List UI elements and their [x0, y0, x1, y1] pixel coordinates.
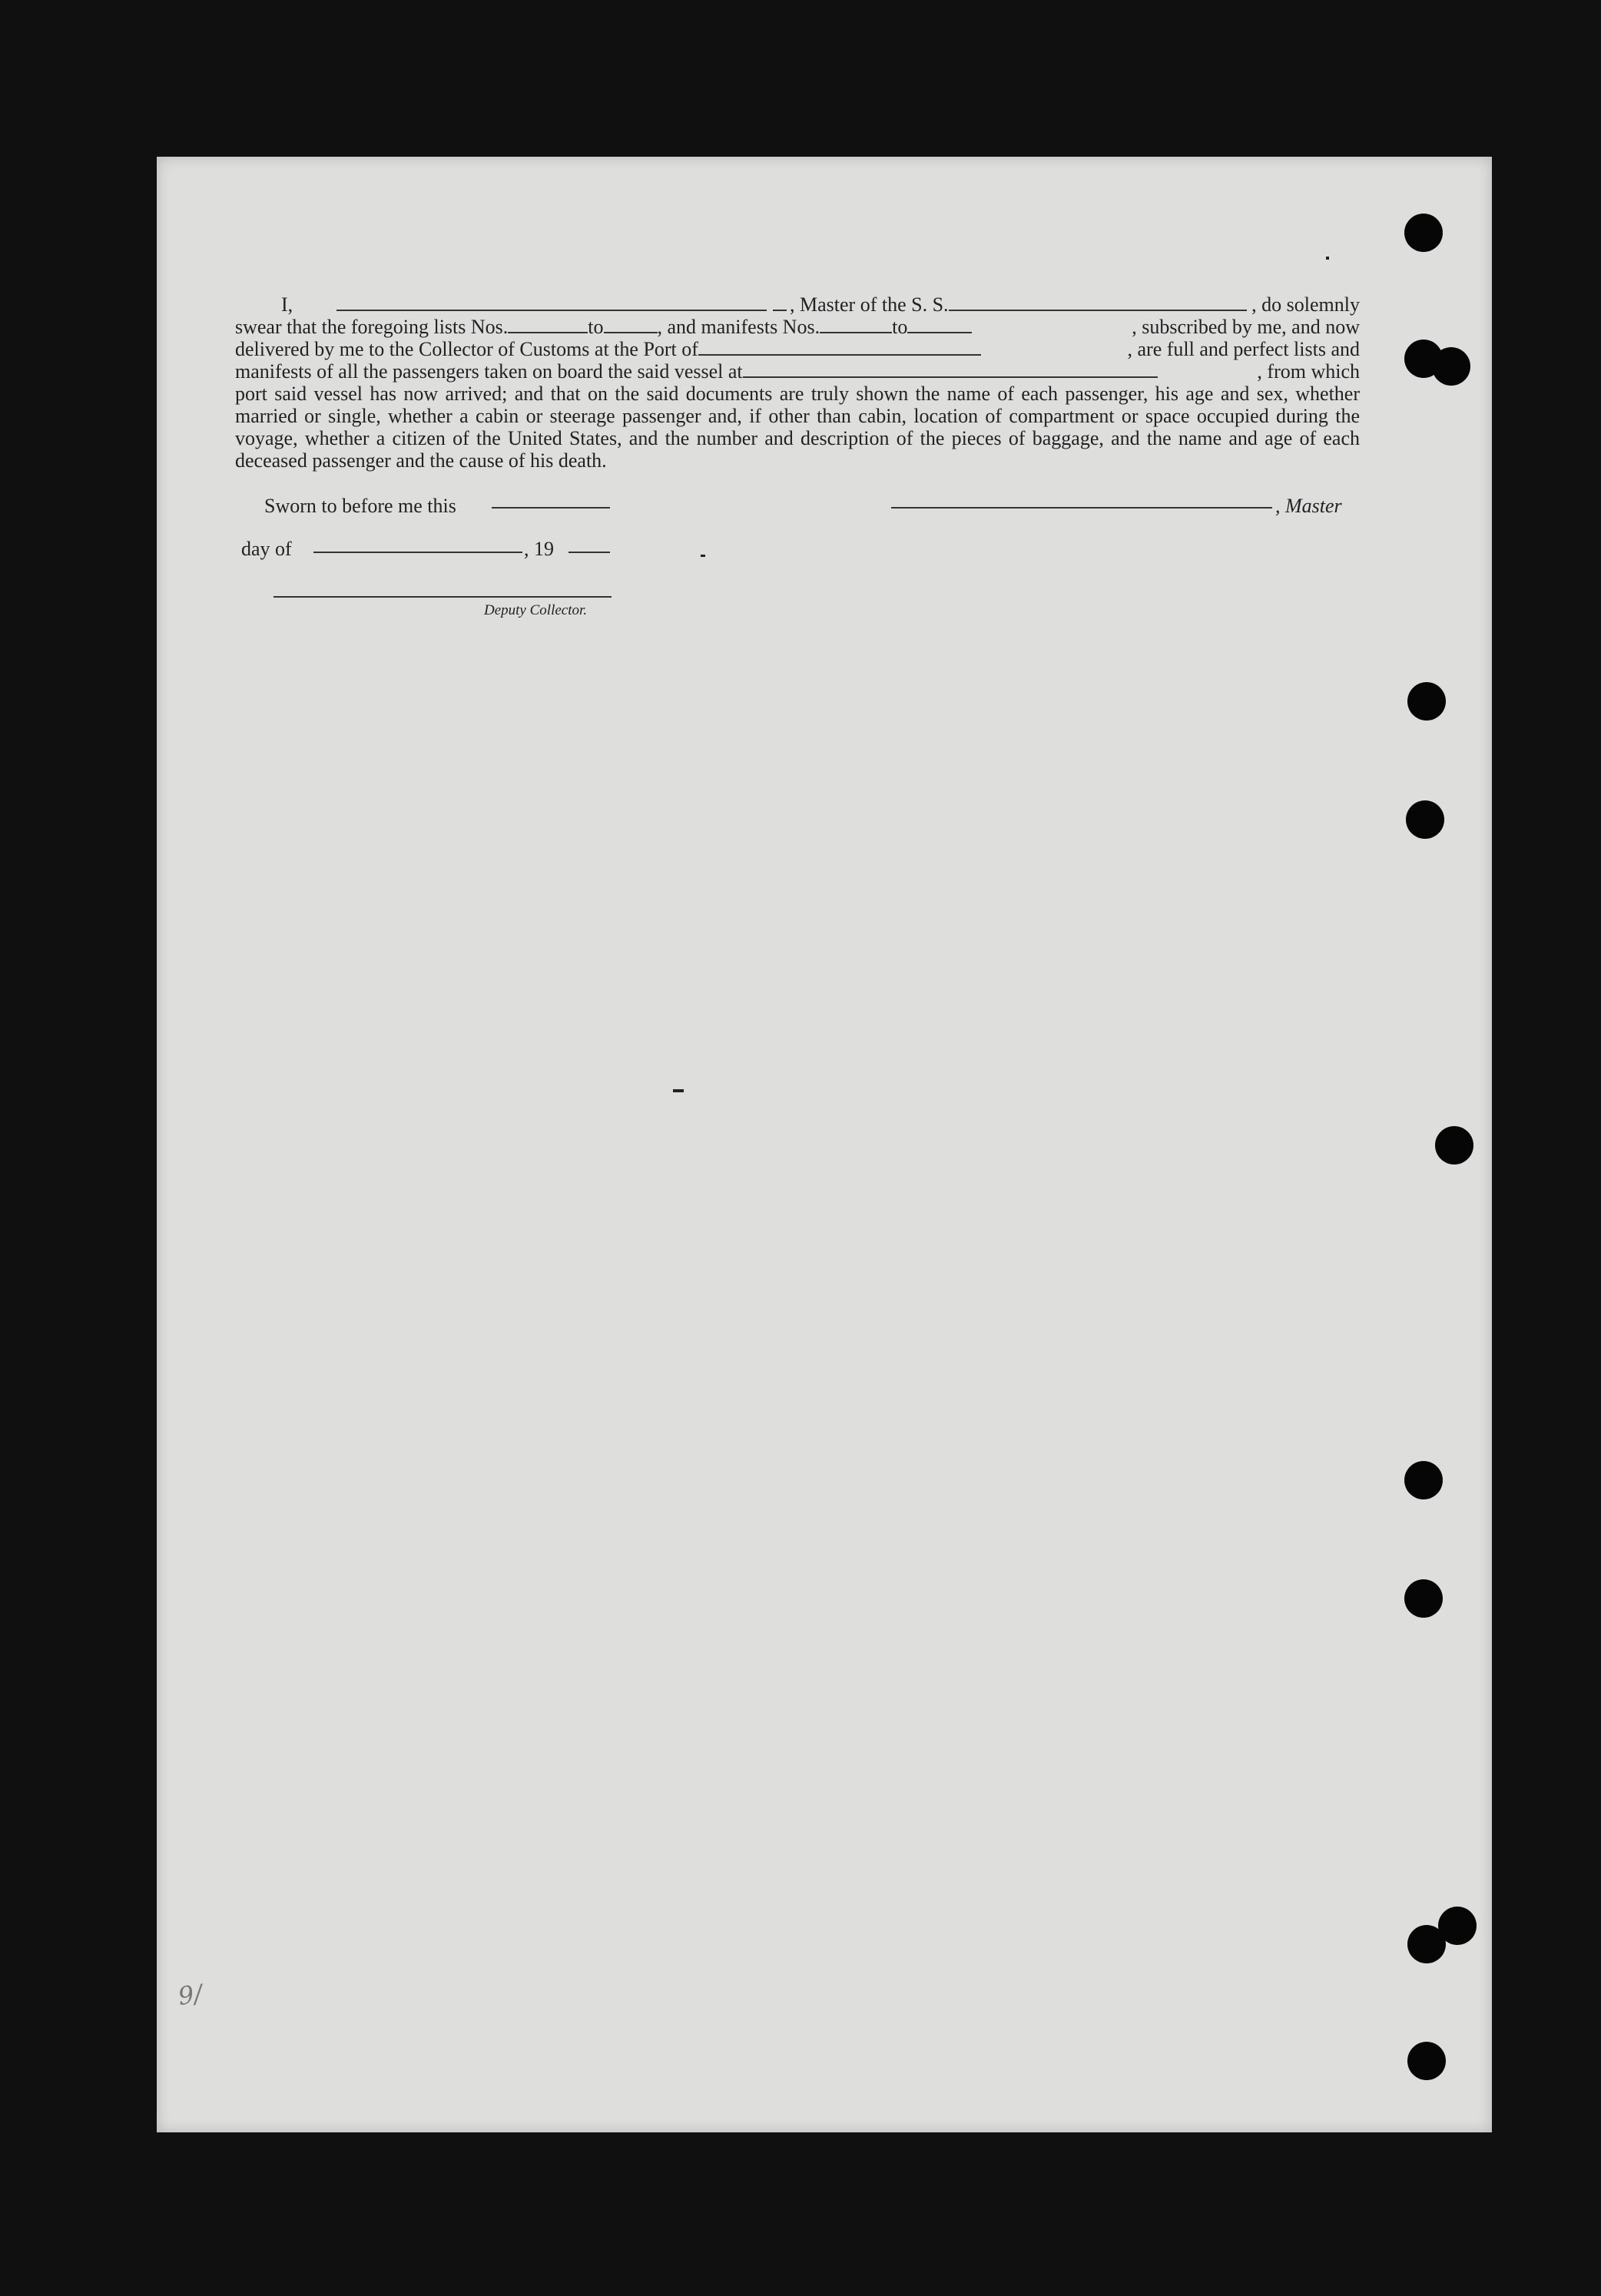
oath-line-1 [235, 293, 1360, 316]
manifests-from-blank [820, 316, 892, 333]
oath-body-text: port said vessel has now arrived; and that on the said documents are truly shown the name of each passenger, his age and sex, whether married or single, whether a cabin or steerage passenger and, if other than cabin, location of compartment or space occupied during the voyage, whether a citizen of the United States, and the number and description of the pieces of baggage, and the name and age of each deceased passenger and the cause of his death. [235, 383, 1360, 472]
boarding-port-blank [743, 361, 1158, 378]
oath-paragraph [235, 293, 1360, 472]
oath-text: to [892, 316, 908, 338]
year-label [524, 538, 554, 561]
oath-text: , are full and perfect lists and [1127, 338, 1360, 360]
year-blank [568, 552, 610, 553]
deputy-signature-line [273, 596, 612, 598]
master-name-blank [336, 294, 767, 311]
oath-text: , subscribed by me, and now [1132, 316, 1360, 338]
oath-text: delivered by me to the Collector of Customs at the Port of [235, 338, 698, 360]
punch-hole [1404, 1461, 1443, 1499]
oath-text: to [588, 316, 604, 338]
punch-hole [1404, 1579, 1443, 1618]
sworn-date-blank [492, 507, 610, 509]
stray-mark [1326, 257, 1329, 260]
lists-from-blank [508, 316, 588, 333]
oath-line-3 [235, 338, 1360, 360]
oath-line-2 [235, 316, 1360, 338]
stray-mark [701, 555, 705, 557]
punch-hole [1407, 1925, 1446, 1963]
oath-text: , do solemnly [1251, 293, 1360, 316]
port-blank [698, 339, 981, 356]
punch-hole [1406, 800, 1444, 839]
lists-to-blank [604, 316, 658, 333]
oath-text: manifests of all the passengers taken on board the said vessel at [235, 360, 743, 383]
punch-hole [1432, 347, 1470, 386]
oath-i: I, [281, 293, 293, 316]
ship-name-blank [949, 294, 1247, 311]
deputy-collector-label: Deputy Collector. [484, 602, 588, 618]
manifests-to-blank [907, 316, 972, 333]
master-label [1275, 495, 1342, 518]
punch-hole [1407, 2042, 1446, 2080]
year-text: , 19 [524, 538, 554, 560]
sworn-text: Sworn to before me this [264, 495, 456, 517]
punch-hole [1435, 1126, 1473, 1165]
oath-text: swear that the foregoing lists Nos. [235, 316, 509, 338]
oath-line-4 [235, 360, 1360, 383]
blank-tail [773, 294, 787, 311]
month-blank [313, 552, 522, 553]
day-of-label [241, 538, 292, 561]
punch-hole [1407, 682, 1446, 721]
stray-mark [673, 1089, 684, 1092]
master-text: , Master [1275, 495, 1342, 517]
oath-text: , and manifests Nos. [657, 316, 820, 338]
day-of-text: day of [241, 538, 292, 560]
master-signature-line [891, 507, 1272, 509]
margin-pencil-note: 9/ [176, 1979, 204, 2011]
punch-hole [1404, 214, 1443, 252]
oath-text: , from which [1257, 360, 1360, 383]
sworn-label [264, 495, 456, 518]
oath-text: , Master of the S. S. [790, 293, 949, 316]
